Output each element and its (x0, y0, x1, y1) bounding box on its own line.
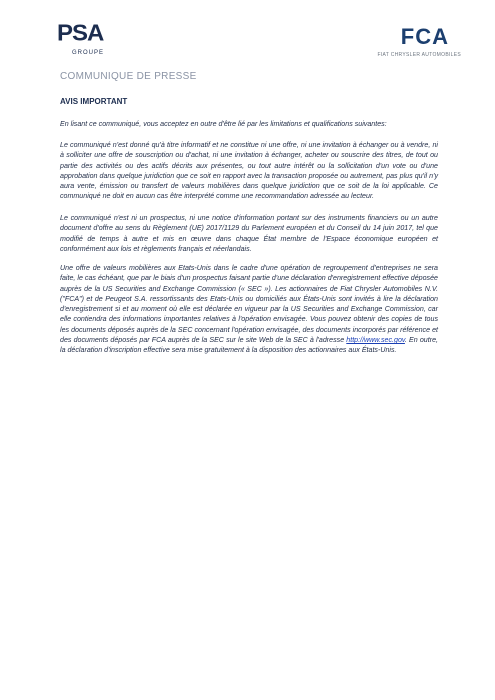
us-offer-text: Une offre de valeurs mobilières aux Etats-Unis dans le cadre d'une opération de regroupement d'entreprises ne sera faite, le cas échéant, que par le biais d'un prospectus faisant partie d'une déclaration d'enregistrement effective déposée auprès de la US Securities and Exchange Commission (« SEC »). Les actionnaires de Fiat Chrysler Automobiles N.V. ("FCA") et de Peugeot S.A. ressortissants des Etats-Unis ou domiciliés aux États-Unis sont invités à lire la déclaration d'enregistrement si et au moment où elle est déclarée en vigueur par la US Securities and Exchange Commission, car elle contiendra des informations importantes relatives à l'opération envisagée. Vous pouvez obtenir des copies de tous les documents déposés auprès de la SEC concernant l'opération envisagée, des documents incorporés par référence et des documents déposés par FCA auprès de la SEC sur le site Web de la SEC à l'adresse (60, 264, 438, 345)
sec-website-link[interactable]: http://www.sec.gov (346, 336, 405, 345)
fca-brand-text: FCA (400, 24, 449, 49)
fca-brand-subtext: FIAT CHRYSLER AUTOMOBILES (377, 52, 461, 58)
paragraph-us-offer (60, 263, 438, 356)
paragraph-intro: En lisant ce communiqué, vous acceptez en outre d'être lié par les limitations et qualifications suivantes: (60, 120, 387, 128)
us-offer-closing-text: . En outre, la déclaration d'inscription effective sera mise gratuitement à la disposition des actionnaires aux États-Unis. (60, 336, 438, 355)
important-notice-title: AVIS IMPORTANT (60, 97, 128, 106)
fca-logo (375, 26, 461, 62)
paragraph-prospectus: Le communiqué n'est ni un prospectus, ni une notice d'information portant sur des instruments financiers ou un autre document d'offre au sens du Règlement (UE) 2017/1129 du Parlement européen et du Conseil du 14 juin 2017, tel que modifié de temps à autre et mis en œuvre dans chaque État membre de l'Espace économique européen et conformément aux lois et règlements français et néerlandais. (60, 214, 438, 253)
paragraph-disclaimer: Le communiqué n'est donné qu'à titre informatif et ne constitue ni une offre, ni une invitation à échanger ou à vendre, ni à solliciter une offre de souscription ou d'achat, ni une invitation à échanger, acheter ou souscrire des titres, de tout ou partie des activités ou des actifs décrits aux présentes, ou tout autre intérêt ou la sollicitation d'un vote ou d'une approbation dans quelque juridiction que ce soit en rapport avec la transaction proposée ou autrement, pas plus qu'il n'y aura vente, émission ou transfert de valeurs mobilières dans quelque juridiction que ce soit de la loi applicable. Ce communiqué ne doit en aucun cas être interprété comme une recommandation adressée au lecteur. (60, 141, 438, 201)
press-release-title: COMMUNIQUE DE PRESSE (60, 71, 197, 82)
psa-logo (57, 22, 121, 60)
psa-brand-subtext: GROUPE (72, 50, 105, 56)
psa-brand-text: PSA (57, 20, 104, 47)
